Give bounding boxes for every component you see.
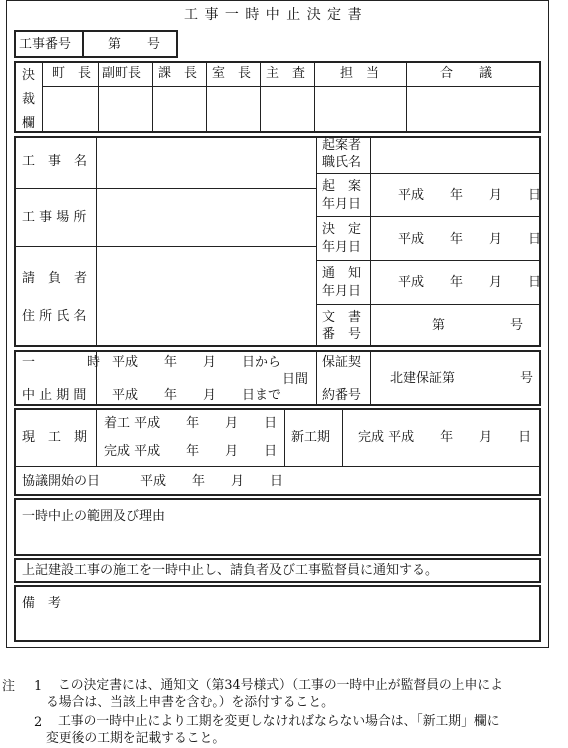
approval-side-label: 決 bbox=[22, 68, 36, 83]
doc-number-label: 文 書 bbox=[322, 310, 362, 325]
approval-col-deputy-mayor: 副町長 bbox=[102, 66, 142, 81]
guarantee-label: 保証契 bbox=[322, 355, 362, 370]
suspension-to: 平成 年 月 日まで bbox=[112, 388, 282, 403]
scope-label: 一時中止の範囲及び理由 bbox=[22, 509, 166, 524]
project-number-value: 第 号 bbox=[108, 37, 161, 52]
remarks-label: 備 考 bbox=[22, 596, 62, 611]
suspension-days: 日間 bbox=[282, 372, 309, 387]
statement-text: 上記建設工事の施工を一時中止し、請負者及び工事監督員に通知する。 bbox=[22, 563, 439, 578]
note-1-line-1: この決定書には、通知文（第34号様式）（工事の一時中止が監督員の上申によ bbox=[58, 678, 503, 693]
decision-date-label: 決 定 bbox=[322, 222, 362, 237]
form-title: 工 事 一 時 中 止 決 定 書 bbox=[184, 7, 363, 23]
notice-date-label: 通 知 bbox=[322, 266, 362, 281]
current-term-end: 完成 平成 年 月 日 bbox=[104, 444, 278, 459]
decision-date-value: 平成 年 月 日 bbox=[398, 232, 542, 247]
suspension-label: 一 時 bbox=[22, 355, 101, 370]
approval-col-mayor: 町 長 bbox=[52, 66, 92, 81]
draft-date-label: 起 案 bbox=[322, 179, 362, 194]
note-2-number: 2 bbox=[34, 715, 43, 730]
current-term-start: 着工 平成 年 月 日 bbox=[104, 416, 278, 431]
note-1-number: 1 bbox=[34, 679, 43, 694]
approval-col-inspector: 主 査 bbox=[266, 66, 306, 81]
notes-prefix: 注 bbox=[2, 679, 16, 694]
consultation-value: 平成 年 月 日 bbox=[140, 474, 284, 489]
guarantee-value: 北建保証第 号 bbox=[390, 371, 534, 386]
remarks-block bbox=[14, 585, 541, 642]
notice-date-value: 平成 年 月 日 bbox=[398, 275, 542, 290]
doc-number-value: 第 号 bbox=[432, 318, 524, 333]
new-term-label: 新工期 bbox=[291, 430, 331, 445]
new-term-value: 完成 平成 年 月 日 bbox=[358, 430, 532, 445]
project-number-label: 工事番号 bbox=[19, 37, 72, 52]
scope-block bbox=[14, 498, 541, 556]
current-term-label: 現 工 期 bbox=[22, 430, 88, 445]
approval-col-section-chief: 課 長 bbox=[158, 66, 198, 81]
project-site-label: 工 事 場 所 bbox=[22, 210, 87, 225]
contractor-label: 請 負 者 bbox=[22, 271, 88, 286]
project-name-label: 工 事 名 bbox=[22, 154, 88, 169]
note-1-line-2: る場合は、当該上申書を含む。）を添付すること。 bbox=[46, 695, 334, 710]
approval-col-office-chief: 室 長 bbox=[212, 66, 252, 81]
consultation-label: 協議開始の日 bbox=[22, 474, 101, 489]
draft-date-value: 平成 年 月 日 bbox=[398, 188, 542, 203]
note-2-line-2: 変更後の工期を記載すること。 bbox=[46, 731, 226, 746]
contractor-address-label: 住 所 氏 名 bbox=[22, 309, 87, 324]
approval-col-staff: 担 当 bbox=[340, 66, 380, 81]
drafter-label: 起案者 bbox=[322, 138, 362, 153]
approval-col-consultation: 合 議 bbox=[440, 66, 493, 81]
suspension-from: 平成 年 月 日から bbox=[112, 355, 282, 370]
note-2-line-1: 工事の一時中止により工期を変更しなければならない場合は、「新工期」欄に bbox=[58, 714, 500, 729]
